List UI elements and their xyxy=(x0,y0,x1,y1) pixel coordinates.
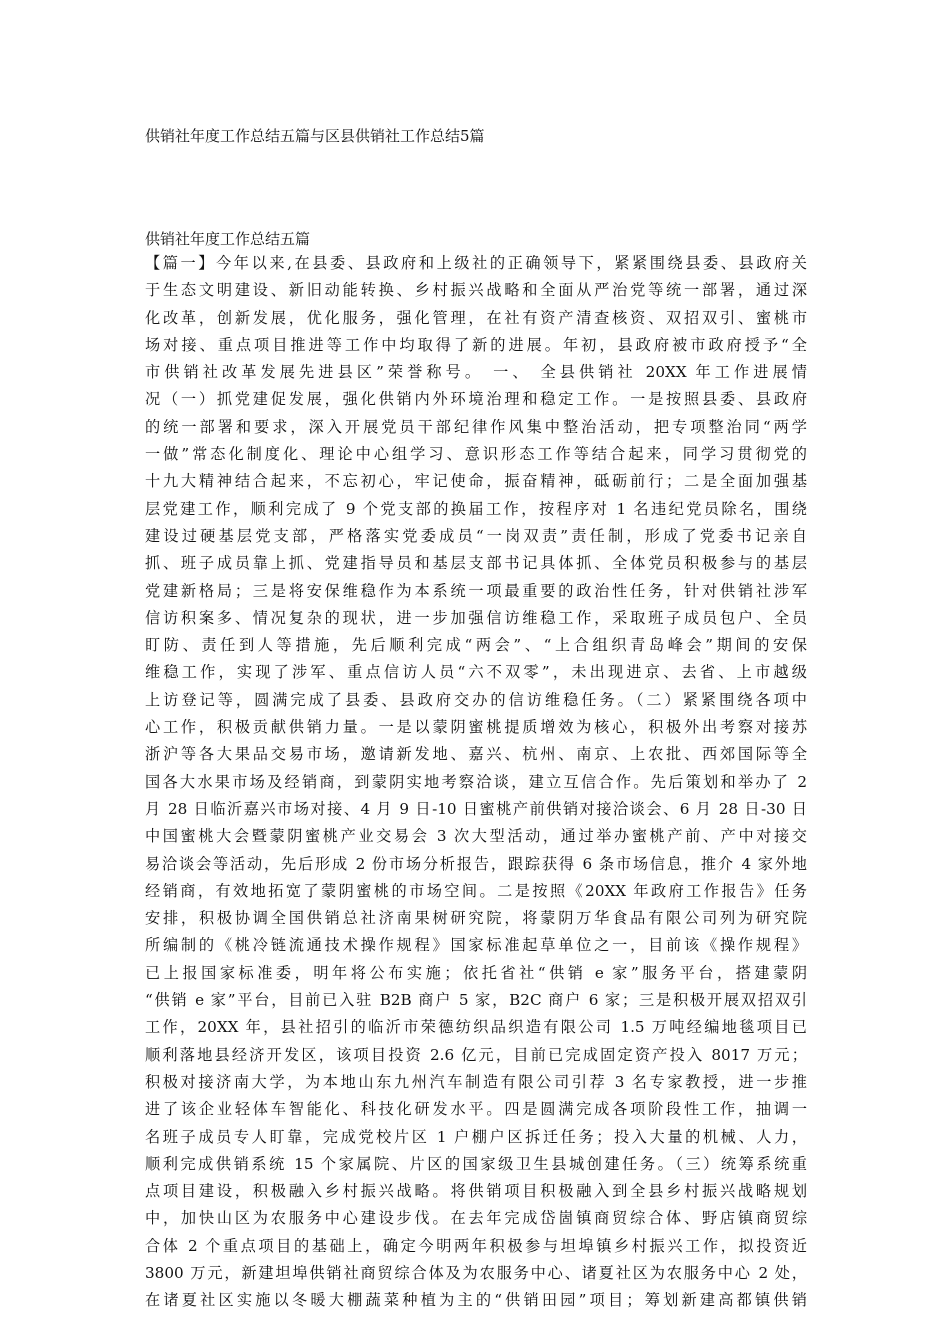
body-line: 场对接、重点项目推进等工作中均取得了新的进展。年初，县政府被市政府授予“全 xyxy=(145,335,807,354)
document-body xyxy=(145,250,807,1315)
body-line: 顺利落地县经济开发区，该项目投资 2.6 亿元，目前已完成固定资产投入 8017 万元； xyxy=(145,1045,807,1064)
body-line: 中国蜜桃大会暨蒙阴蜜桃产业交易会 3 次大型活动，通过举办蜜桃产前、产中对接交 xyxy=(145,827,807,846)
document-title: 供销社年度工作总结五篇与区县供销社工作总结5篇 xyxy=(145,127,485,145)
body-line: 化改革，创新发展，优化服务，强化管理，在社有资产清查核资、双招双引、蜜桃市 xyxy=(145,308,807,327)
body-line: “供销 e 家”平台，目前已入驻 B2B 商户 5 家，B2C 商户 6 家；三是积极开展双招双引 xyxy=(145,991,807,1010)
body-line: 【篇一】今年以来,在县委、县政府和上级社的正确领导下，紧紧围绕县委、县政府关 xyxy=(145,254,807,272)
body-line: 进了该企业轻体车智能化、科技化研发水平。四是圆满完成各项阶段性工作，抽调一 xyxy=(145,1100,807,1119)
body-line: 党建新格局；三是将安保维稳作为本系统一项最重要的政治性任务，针对供销社涉军 xyxy=(145,581,807,600)
body-line: 抓、班子成员靠上抓、党建指导员和基层支部书记具体抓、全体党员积极参与的基层 xyxy=(145,554,807,573)
body-line: 市供销社改革发展先进县区”荣誉称号。 一、 全县供销社 20XX 年工作进展情 xyxy=(145,363,807,382)
body-line: 3800 万元，新建坦埠供销社商贸综合体及为农服务中心、诸夏社区为农服务中心 2 处， xyxy=(145,1263,807,1282)
body-line: 于生态文明建设、新旧动能转换、乡村振兴战略和全面从严治党等统一部署，通过深 xyxy=(145,281,807,300)
body-line: 建设过硬基层党支部，严格落实党委成员“一岗双责”责任制，形成了党委书记亲自 xyxy=(145,526,807,545)
body-line: 合体 2 个重点项目的基础上，确定今明两年积极参与坦埠镇乡村振兴工作，拟投资近 xyxy=(145,1236,807,1255)
body-line: 信访积案多、情况复杂的现状，进一步加强信访维稳工作，采取班子成员包户、全员 xyxy=(145,608,807,627)
body-line: 心工作，积极贡献供销力量。一是以蒙阴蜜桃提质增效为核心，积极外出考察对接苏 xyxy=(145,718,807,737)
body-line: 在诸夏社区实施以冬暖大棚蔬菜种植为主的“供销田园”项目；筹划新建高都镇供销 xyxy=(145,1291,807,1310)
body-line: 易洽谈会等活动，先后形成 2 份市场分析报告，跟踪获得 6 条市场信息，推介 4 家外地 xyxy=(145,854,807,873)
section-heading: 供销社年度工作总结五篇 xyxy=(145,230,311,248)
body-line: 维稳工作，实现了涉军、重点信访人员“六不双零”，未出现进京、去省、上市越级 xyxy=(145,663,807,682)
body-line: 月 28 日临沂嘉兴市场对接、4 月 9 日-10 日蜜桃产前供销对接洽谈会、6 月 28 日-30 日 xyxy=(145,799,807,818)
body-line: 国各大水果市场及经销商，到蒙阴实地考察洽谈，建立互信合作。先后策划和举办了 2 xyxy=(145,772,807,791)
body-line: 盯防、责任到人等措施，先后顺利完成“两会”、“上合组织青岛峰会”期间的安保 xyxy=(145,636,807,655)
body-line: 层党建工作，顺利完成了 9 个党支部的换届工作，按程序对 1 名违纪党员除名，围绕 xyxy=(145,499,807,518)
body-line: 点项目建设，积极融入乡村振兴战略。将供销项目积极融入到全县乡村振兴战略规划 xyxy=(145,1182,807,1201)
body-line: 已上报国家标准委，明年将公布实施；依托省社“供销 e 家”服务平台，搭建蒙阴 xyxy=(145,963,807,982)
body-line: 况（一）抓党建促发展，强化供销内外环境治理和稳定工作。一是按照县委、县政府 xyxy=(145,390,807,409)
body-line: 一做”常态化制度化、理论中心组学习、意识形态工作等结合起来，同学习贯彻党的 xyxy=(145,445,807,464)
body-line: 顺利完成供销系统 15 个家属院、片区的国家级卫生县城创建任务。（三）统筹系统重 xyxy=(145,1154,807,1173)
body-line: 安排，积极协调全国供销总社济南果树研究院，将蒙阴万华食品有限公司列为研究院 xyxy=(145,909,807,928)
body-line: 经销商，有效地拓宽了蒙阴蜜桃的市场空间。二是按照《20XX 年政府工作报告》任务 xyxy=(145,881,807,900)
body-line: 积极对接济南大学，为本地山东九州汽车制造有限公司引荐 3 名专家教授，进一步推 xyxy=(145,1072,807,1091)
body-line: 浙沪等各大果品交易市场，邀请新发地、嘉兴、杭州、南京、上农批、西郊国际等全 xyxy=(145,745,807,764)
body-line: 名班子成员专人盯靠，完成党校片区 1 户棚户区拆迁任务；投入大量的机械、人力， xyxy=(145,1127,807,1146)
body-line: 所编制的《桃冷链流通技术操作规程》国家标准起草单位之一，目前该《操作规程》 xyxy=(145,936,807,955)
body-line: 中，加快山区为农服务中心建设步伐。在去年完成岱崮镇商贸综合体、野店镇商贸综 xyxy=(145,1209,807,1228)
body-line: 工作，20XX 年，县社招引的临沂市荣德纺织品织造有限公司 1.5 万吨经编地毯项目已 xyxy=(145,1018,807,1037)
body-line: 上访登记等，圆满完成了县委、县政府交办的信访维稳任务。（二）紧紧围绕各项中 xyxy=(145,690,807,709)
body-line: 十九大精神结合起来，不忘初心，牢记使命，振奋精神，砥砺前行；二是全面加强基 xyxy=(145,472,807,491)
body-line: 的统一部署和要求，深入开展党员干部纪律作风集中整治活动，把专项整治同“两学 xyxy=(145,417,807,436)
